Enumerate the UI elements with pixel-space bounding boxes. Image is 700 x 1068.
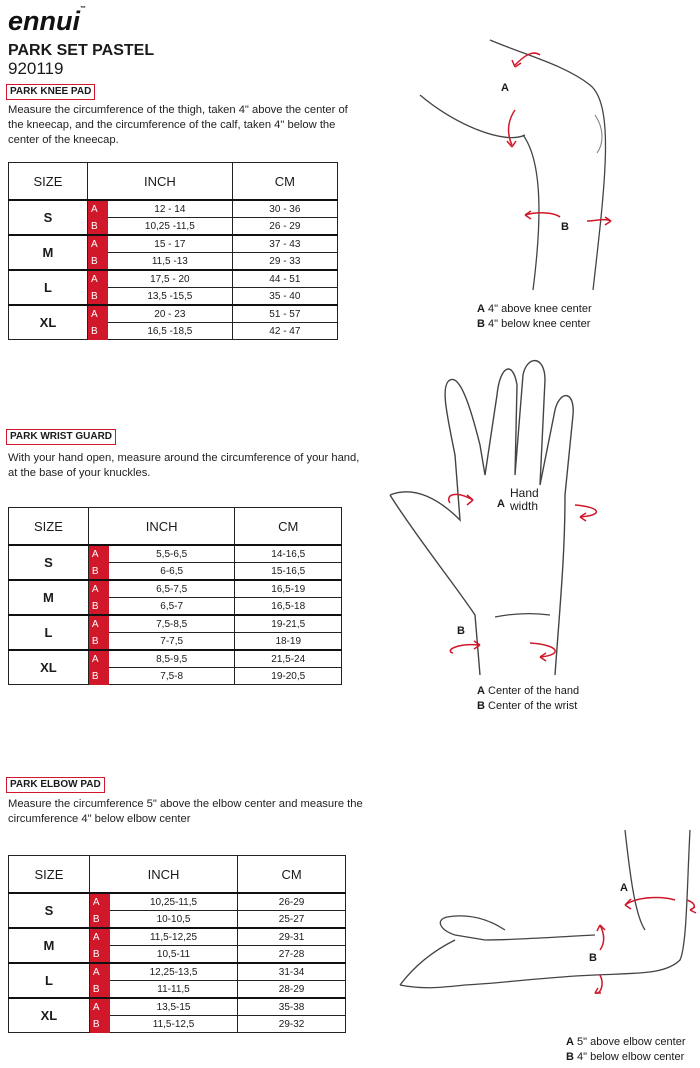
legend-key-a: A bbox=[477, 685, 485, 697]
header-cm: CM bbox=[238, 856, 346, 894]
table-row bbox=[9, 963, 346, 981]
header-inch: INCH bbox=[87, 163, 232, 201]
row-key-b: B bbox=[89, 1016, 109, 1033]
row-key-b: B bbox=[88, 598, 108, 616]
size-cell: M bbox=[9, 235, 88, 270]
row-key-b: B bbox=[89, 911, 109, 929]
legend-text-a: Center of the hand bbox=[488, 685, 580, 697]
legend-text-a: 4" above knee center bbox=[488, 303, 592, 315]
inch-b-cell: 6-6,5 bbox=[108, 563, 235, 581]
cm-a-cell: 26-29 bbox=[238, 893, 346, 911]
inch-b-cell: 11,5 -13 bbox=[107, 253, 232, 271]
size-table-elbow bbox=[8, 855, 346, 1033]
row-key-b: B bbox=[88, 633, 108, 651]
header-size: SIZE bbox=[9, 508, 89, 546]
legend-elbow bbox=[566, 1035, 686, 1065]
header-size: SIZE bbox=[9, 163, 88, 201]
table-row bbox=[9, 998, 346, 1016]
legend-key-b: B bbox=[477, 700, 485, 712]
inch-a-cell: 12 - 14 bbox=[107, 200, 232, 218]
inch-a-cell: 6,5-7,5 bbox=[108, 580, 235, 598]
inch-a-cell: 7,5-8,5 bbox=[108, 615, 235, 633]
elbow-diagram bbox=[395, 825, 700, 1025]
row-key-a: A bbox=[87, 235, 107, 253]
inch-b-cell: 13,5 -15,5 bbox=[107, 288, 232, 306]
hand-width-label-line2: width bbox=[510, 499, 539, 513]
cm-a-cell: 19-21,5 bbox=[235, 615, 342, 633]
row-key-b: B bbox=[88, 668, 108, 685]
cm-a-cell: 37 - 43 bbox=[232, 235, 337, 253]
hand-label-b: B bbox=[457, 625, 465, 637]
cm-a-cell: 44 - 51 bbox=[232, 270, 337, 288]
table-row bbox=[9, 270, 338, 288]
cm-a-cell: 14-16,5 bbox=[235, 545, 342, 563]
header-cm: CM bbox=[235, 508, 342, 546]
size-table-wrist bbox=[8, 507, 342, 685]
size-cell: S bbox=[9, 893, 90, 928]
table-row bbox=[9, 235, 338, 253]
size-cell: M bbox=[9, 928, 90, 963]
knee-diagram bbox=[415, 35, 700, 295]
size-cell: XL bbox=[9, 998, 90, 1033]
table-row bbox=[9, 893, 346, 911]
header-size: SIZE bbox=[9, 856, 90, 894]
hand-diagram bbox=[385, 355, 615, 675]
brand-logo-text: ennui bbox=[8, 6, 80, 36]
cm-b-cell: 29 - 33 bbox=[232, 253, 337, 271]
row-key-b: B bbox=[88, 563, 108, 581]
cm-a-cell: 51 - 57 bbox=[232, 305, 337, 323]
row-key-b: B bbox=[87, 253, 107, 271]
table-row bbox=[9, 305, 338, 323]
table-row bbox=[9, 545, 342, 563]
section-description-wrist: With your hand open, measure around the circumference of your hand, at the base of your knuckles. bbox=[8, 452, 360, 479]
legend-key-a: A bbox=[566, 1036, 574, 1048]
elbow-label-a: A bbox=[620, 882, 628, 894]
size-cell: L bbox=[9, 615, 89, 650]
cm-b-cell: 15-16,5 bbox=[235, 563, 342, 581]
legend-key-a: A bbox=[477, 303, 485, 315]
product-title: PARK SET PASTEL bbox=[8, 42, 155, 59]
header-cm: CM bbox=[232, 163, 337, 201]
cm-b-cell: 25-27 bbox=[238, 911, 346, 929]
size-cell: S bbox=[9, 545, 89, 580]
cm-b-cell: 28-29 bbox=[238, 981, 346, 999]
header-inch: INCH bbox=[88, 508, 235, 546]
row-key-a: A bbox=[88, 545, 108, 563]
knee-label-a: A bbox=[501, 82, 509, 94]
hand-label-a: A bbox=[497, 498, 505, 510]
section-description-elbow: Measure the circumference 5" above the elbow center and measure the circumference 4" below elbow center bbox=[8, 798, 363, 825]
row-key-a: A bbox=[89, 963, 109, 981]
inch-b-cell: 10-10,5 bbox=[109, 911, 237, 929]
brand-logo bbox=[8, 6, 86, 37]
legend-text-b: 4" below elbow center bbox=[577, 1051, 685, 1063]
legend-text-b: 4" below knee center bbox=[488, 318, 591, 330]
elbow-label-b: B bbox=[589, 952, 597, 964]
cm-b-cell: 42 - 47 bbox=[232, 323, 337, 340]
row-key-a: A bbox=[88, 615, 108, 633]
hand-width-label-line1: Hand bbox=[510, 486, 539, 500]
cm-a-cell: 16,5-19 bbox=[235, 580, 342, 598]
row-key-a: A bbox=[88, 580, 108, 598]
row-key-b: B bbox=[89, 946, 109, 964]
cm-b-cell: 19-20,5 bbox=[235, 668, 342, 685]
row-key-a: A bbox=[89, 998, 109, 1016]
cm-b-cell: 29-32 bbox=[238, 1016, 346, 1033]
inch-a-cell: 8,5-9,5 bbox=[108, 650, 235, 668]
inch-b-cell: 6,5-7 bbox=[108, 598, 235, 616]
inch-b-cell: 7,5-8 bbox=[108, 668, 235, 685]
cm-a-cell: 35-38 bbox=[238, 998, 346, 1016]
size-cell: XL bbox=[9, 650, 89, 685]
cm-a-cell: 30 - 36 bbox=[232, 200, 337, 218]
inch-b-cell: 16,5 -18,5 bbox=[107, 323, 232, 340]
legend-text-a: 5" above elbow center bbox=[577, 1036, 686, 1048]
size-cell: S bbox=[9, 200, 88, 235]
table-row bbox=[9, 615, 342, 633]
size-cell: L bbox=[9, 963, 90, 998]
cm-b-cell: 35 - 40 bbox=[232, 288, 337, 306]
size-cell: M bbox=[9, 580, 89, 615]
inch-b-cell: 11,5-12,5 bbox=[109, 1016, 237, 1033]
cm-b-cell: 18-19 bbox=[235, 633, 342, 651]
row-key-b: B bbox=[89, 981, 109, 999]
inch-b-cell: 10,5-11 bbox=[109, 946, 237, 964]
table-row bbox=[9, 580, 342, 598]
row-key-a: A bbox=[89, 893, 109, 911]
cm-a-cell: 21,5-24 bbox=[235, 650, 342, 668]
table-row bbox=[9, 650, 342, 668]
row-key-b: B bbox=[87, 323, 107, 340]
table-row bbox=[9, 200, 338, 218]
row-key-b: B bbox=[87, 218, 107, 236]
inch-b-cell: 10,25 -11,5 bbox=[107, 218, 232, 236]
table-row bbox=[9, 928, 346, 946]
header-inch: INCH bbox=[89, 856, 237, 894]
inch-a-cell: 5,5-6,5 bbox=[108, 545, 235, 563]
product-code: 920119 bbox=[8, 59, 64, 78]
inch-a-cell: 10,25-11,5 bbox=[109, 893, 237, 911]
row-key-a: A bbox=[87, 305, 107, 323]
cm-b-cell: 26 - 29 bbox=[232, 218, 337, 236]
cm-a-cell: 31-34 bbox=[238, 963, 346, 981]
inch-b-cell: 11-11,5 bbox=[109, 981, 237, 999]
size-table-knee bbox=[8, 162, 338, 340]
legend-key-b: B bbox=[477, 318, 485, 330]
row-key-a: A bbox=[88, 650, 108, 668]
row-key-a: A bbox=[87, 270, 107, 288]
inch-a-cell: 12,25-13,5 bbox=[109, 963, 237, 981]
row-key-b: B bbox=[87, 288, 107, 306]
row-key-a: A bbox=[87, 200, 107, 218]
legend-knee bbox=[477, 302, 592, 332]
legend-text-b: Center of the wrist bbox=[488, 700, 578, 712]
trademark-mark: ™ bbox=[80, 6, 86, 12]
section-label-knee: PARK KNEE PAD bbox=[6, 84, 95, 100]
size-cell: L bbox=[9, 270, 88, 305]
row-key-a: A bbox=[89, 928, 109, 946]
cm-a-cell: 29-31 bbox=[238, 928, 346, 946]
section-description-knee: Measure the circumference of the thigh, taken 4" above the center of the kneecap, and the circumference of the calf, taken 4" below the center of the kneecap. bbox=[8, 104, 348, 146]
section-label-elbow: PARK ELBOW PAD bbox=[6, 777, 105, 793]
section-label-wrist: PARK WRIST GUARD bbox=[6, 429, 116, 445]
inch-a-cell: 13,5-15 bbox=[109, 998, 237, 1016]
knee-label-b: B bbox=[561, 221, 569, 233]
inch-a-cell: 15 - 17 bbox=[107, 235, 232, 253]
cm-b-cell: 27-28 bbox=[238, 946, 346, 964]
inch-a-cell: 17,5 - 20 bbox=[107, 270, 232, 288]
legend-wrist bbox=[477, 684, 579, 714]
size-cell: XL bbox=[9, 305, 88, 340]
inch-a-cell: 20 - 23 bbox=[107, 305, 232, 323]
inch-a-cell: 11,5-12,25 bbox=[109, 928, 237, 946]
cm-b-cell: 16,5-18 bbox=[235, 598, 342, 616]
legend-key-b: B bbox=[566, 1051, 574, 1063]
inch-b-cell: 7-7,5 bbox=[108, 633, 235, 651]
